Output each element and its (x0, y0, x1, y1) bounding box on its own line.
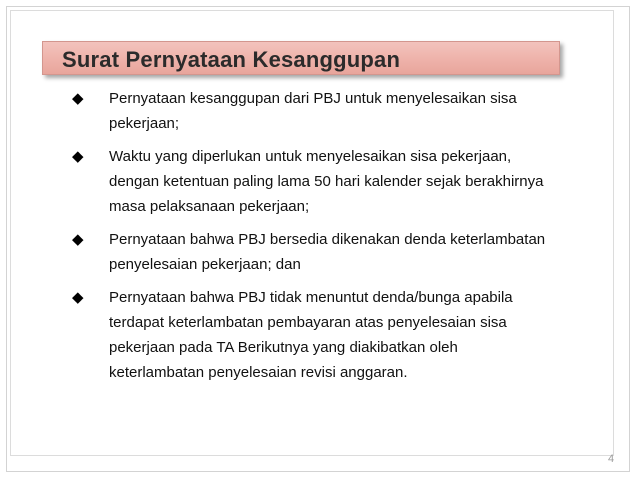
bullet-item (72, 86, 552, 136)
bullet-item (72, 285, 552, 385)
diamond-bullet-icon: ◆ (72, 289, 84, 306)
bullet-item (72, 227, 552, 277)
bullet-text: Pernyataan bahwa PBJ tidak menuntut denda/bunga apabila terdapat keterlambatan pembayaran atas penyelesaian sisa pekerjaan pada TA Berikutnya yang diakibatkan oleh keterlambatan penyelesaian revisi anggaran. (109, 289, 513, 381)
slide-title: Surat Pernyataan Kesanggupan (62, 47, 401, 72)
page-number: 4 (608, 453, 615, 465)
bullet-text: Waktu yang diperlukan untuk menyelesaikan sisa pekerjaan, dengan ketentuan paling lama 50 hari kalender sejak berakhirnya masa pelaksanaan pekerjaan; (109, 148, 544, 215)
bullet-text: Pernyataan kesanggupan dari PBJ untuk menyelesaikan sisa pekerjaan; (109, 90, 517, 132)
diamond-bullet-icon: ◆ (72, 231, 84, 248)
bullet-list (72, 86, 552, 393)
diamond-bullet-icon: ◆ (72, 148, 84, 165)
bullet-text: Pernyataan bahwa PBJ bersedia dikenakan denda keterlambatan penyelesaian pekerjaan; dan (109, 231, 546, 273)
diamond-bullet-icon: ◆ (72, 90, 84, 107)
bullet-item (72, 144, 552, 219)
